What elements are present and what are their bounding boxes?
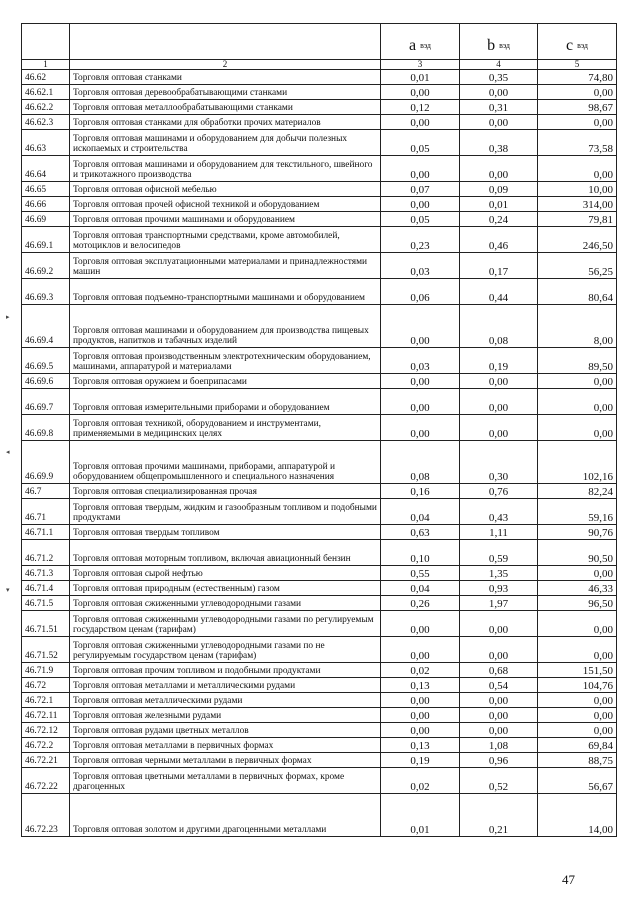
table-header-row (22, 24, 617, 60)
row-value-c: 46,33 (538, 581, 617, 596)
row-name: Торговля оптовая рудами цветных металлов (70, 723, 381, 738)
row-name: Торговля оптовая машинами и оборудованием для производства пищевых продуктов, напитков и табачных изделий (70, 305, 381, 348)
header-cell-empty (70, 24, 381, 60)
table-row (22, 182, 617, 197)
table-row (22, 693, 617, 708)
row-value-b: 0,21 (460, 794, 538, 837)
row-value-a: 0,04 (381, 581, 460, 596)
row-value-c: 98,67 (538, 100, 617, 115)
row-name: Торговля оптовая сжиженными углеводородными газами по регулируемым государством ценам (тарифам) (70, 611, 381, 637)
row-value-a: 0,05 (381, 212, 460, 227)
row-value-c: 104,76 (538, 678, 617, 693)
row-value-a: 0,06 (381, 279, 460, 305)
table-row (22, 253, 617, 279)
row-value-a: 0,13 (381, 678, 460, 693)
row-code: 46.71.52 (22, 637, 70, 663)
row-value-c: 0,00 (538, 374, 617, 389)
row-value-c: 8,00 (538, 305, 617, 348)
row-value-b: 0,00 (460, 156, 538, 182)
row-value-c: 14,00 (538, 794, 617, 837)
row-value-a: 0,02 (381, 663, 460, 678)
row-code: 46.72.2 (22, 738, 70, 753)
row-value-b: 0,00 (460, 115, 538, 130)
row-value-a: 0,05 (381, 130, 460, 156)
row-value-c: 96,50 (538, 596, 617, 611)
row-name: Торговля оптовая производственным электротехническим оборудованием, машинами, аппаратурой и материалами (70, 348, 381, 374)
table-row (22, 611, 617, 637)
row-code: 46.71.1 (22, 525, 70, 540)
row-value-c: 0,00 (538, 693, 617, 708)
row-code: 46.66 (22, 197, 70, 212)
row-value-c: 80,64 (538, 279, 617, 305)
row-value-c: 79,81 (538, 212, 617, 227)
table-row (22, 768, 617, 794)
row-value-b: 1,35 (460, 566, 538, 581)
row-value-a: 0,26 (381, 596, 460, 611)
row-code: 46.72.1 (22, 693, 70, 708)
row-value-c: 56,25 (538, 253, 617, 279)
row-name: Торговля оптовая машинами и оборудованием для добычи полезных ископаемых и строительства (70, 130, 381, 156)
table-row (22, 663, 617, 678)
table-row (22, 415, 617, 441)
table-row (22, 596, 617, 611)
row-code: 46.69.7 (22, 389, 70, 415)
row-value-b: 1,97 (460, 596, 538, 611)
row-code: 46.69.1 (22, 227, 70, 253)
row-value-c: 74,80 (538, 70, 617, 85)
row-value-c: 59,16 (538, 499, 617, 525)
row-value-b: 0,01 (460, 197, 538, 212)
row-name: Торговля оптовая станками для обработки прочих материалов (70, 115, 381, 130)
row-value-b: 0,00 (460, 85, 538, 100)
row-value-b: 0,24 (460, 212, 538, 227)
margin-mark: ▾ (6, 586, 10, 594)
row-code: 46.62 (22, 70, 70, 85)
row-code: 46.69.5 (22, 348, 70, 374)
row-code: 46.69.6 (22, 374, 70, 389)
row-value-a: 0,03 (381, 348, 460, 374)
row-value-b: 0,54 (460, 678, 538, 693)
row-code: 46.69.8 (22, 415, 70, 441)
row-value-a: 0,10 (381, 540, 460, 566)
row-value-a: 0,00 (381, 115, 460, 130)
row-value-b: 0,09 (460, 182, 538, 197)
row-value-b: 0,35 (460, 70, 538, 85)
row-value-b: 0,76 (460, 484, 538, 499)
row-name: Торговля оптовая сырой нефтью (70, 566, 381, 581)
row-code: 46.72.11 (22, 708, 70, 723)
row-value-a: 0,55 (381, 566, 460, 581)
table-row (22, 581, 617, 596)
row-code: 46.72.21 (22, 753, 70, 768)
row-value-a: 0,00 (381, 708, 460, 723)
row-code: 46.71.9 (22, 663, 70, 678)
row-code: 46.71.4 (22, 581, 70, 596)
row-code: 46.69 (22, 212, 70, 227)
row-value-b: 0,46 (460, 227, 538, 253)
table-row (22, 227, 617, 253)
row-value-a: 0,00 (381, 415, 460, 441)
row-value-c: 0,00 (538, 637, 617, 663)
row-name: Торговля оптовая транспортными средствами, кроме автомобилей, мотоциклов и велосипедов (70, 227, 381, 253)
row-name: Торговля оптовая цветными металлами в первичных формах, кроме драгоценных (70, 768, 381, 794)
row-code: 46.71.2 (22, 540, 70, 566)
row-name: Торговля оптовая металлическими рудами (70, 693, 381, 708)
row-name: Торговля оптовая станками (70, 70, 381, 85)
row-value-c: 0,00 (538, 389, 617, 415)
row-name: Торговля оптовая природным (естественным) газом (70, 581, 381, 596)
row-value-a: 0,19 (381, 753, 460, 768)
row-value-c: 88,75 (538, 753, 617, 768)
margin-mark: ▸ (6, 313, 10, 321)
row-value-b: 0,00 (460, 708, 538, 723)
row-name: Торговля оптовая прочими машинами и оборудованием (70, 212, 381, 227)
row-code: 46.71.3 (22, 566, 70, 581)
margin-mark: ◂ (6, 448, 10, 456)
row-name: Торговля оптовая золотом и другими драгоценными металлами (70, 794, 381, 837)
row-value-b: 0,00 (460, 389, 538, 415)
row-name: Торговля оптовая техникой, оборудованием и инструментами, применяемыми в медицинских целях (70, 415, 381, 441)
row-value-a: 0,00 (381, 374, 460, 389)
table-row (22, 100, 617, 115)
table-row (22, 348, 617, 374)
row-value-a: 0,00 (381, 693, 460, 708)
row-value-c: 151,50 (538, 663, 617, 678)
table-row (22, 389, 617, 415)
row-name: Торговля оптовая сжиженными углеводородными газами (70, 596, 381, 611)
row-value-c: 0,00 (538, 156, 617, 182)
table-row (22, 637, 617, 663)
row-value-a: 0,00 (381, 305, 460, 348)
row-code: 46.69.2 (22, 253, 70, 279)
table-row (22, 305, 617, 348)
row-name: Торговля оптовая эксплуатационными материалами и принадлежностями машин (70, 253, 381, 279)
row-value-b: 0,00 (460, 611, 538, 637)
row-name: Торговля оптовая сжиженными углеводородными газами по не регулируемым государством ценам (тарифам) (70, 637, 381, 663)
page-number: 47 (562, 872, 575, 887)
row-value-a: 0,00 (381, 156, 460, 182)
row-name: Торговля оптовая металлами и металлическими рудами (70, 678, 381, 693)
table-row (22, 723, 617, 738)
row-value-c: 56,67 (538, 768, 617, 794)
row-value-b: 0,96 (460, 753, 538, 768)
row-code: 46.65 (22, 182, 70, 197)
row-value-c: 246,50 (538, 227, 617, 253)
table-body (22, 70, 617, 837)
row-code: 46.63 (22, 130, 70, 156)
table-row (22, 540, 617, 566)
row-value-c: 69,84 (538, 738, 617, 753)
row-name: Торговля оптовая деревообрабатывающими станками (70, 85, 381, 100)
row-value-b: 0,31 (460, 100, 538, 115)
row-value-a: 0,00 (381, 611, 460, 637)
row-code: 46.72.12 (22, 723, 70, 738)
row-name: Торговля оптовая железными рудами (70, 708, 381, 723)
table-row (22, 115, 617, 130)
row-code: 46.72 (22, 678, 70, 693)
column-number: 2 (70, 60, 381, 70)
row-value-a: 0,63 (381, 525, 460, 540)
row-code: 46.62.3 (22, 115, 70, 130)
row-value-c: 90,50 (538, 540, 617, 566)
row-value-c: 0,00 (538, 115, 617, 130)
row-value-c: 314,00 (538, 197, 617, 212)
column-number: 3 (381, 60, 460, 70)
table-row (22, 678, 617, 693)
row-name: Торговля оптовая подъемно-транспортными машинами и оборудованием (70, 279, 381, 305)
row-value-b: 0,93 (460, 581, 538, 596)
row-code: 46.71.5 (22, 596, 70, 611)
row-name: Торговля оптовая измерительными приборами и оборудованием (70, 389, 381, 415)
table-row (22, 525, 617, 540)
row-value-a: 0,04 (381, 499, 460, 525)
column-number: 4 (460, 60, 538, 70)
row-value-b: 0,19 (460, 348, 538, 374)
row-value-b: 0,00 (460, 415, 538, 441)
row-value-c: 73,58 (538, 130, 617, 156)
table-row (22, 130, 617, 156)
table-row (22, 85, 617, 100)
table-row (22, 279, 617, 305)
table-row (22, 212, 617, 227)
row-value-a: 0,12 (381, 100, 460, 115)
row-value-b: 0,00 (460, 693, 538, 708)
row-value-a: 0,08 (381, 441, 460, 484)
coefficients-table (21, 23, 617, 837)
row-value-a: 0,13 (381, 738, 460, 753)
row-value-b: 0,44 (460, 279, 538, 305)
row-name: Торговля оптовая офисной мебелью (70, 182, 381, 197)
table-row (22, 753, 617, 768)
row-value-c: 0,00 (538, 611, 617, 637)
row-value-b: 1,11 (460, 525, 538, 540)
row-code: 46.71 (22, 499, 70, 525)
table-row (22, 566, 617, 581)
header-col-c: c $_{вэд}$ (538, 24, 617, 60)
row-name: Торговля оптовая оружием и боеприпасами (70, 374, 381, 389)
row-name: Торговля оптовая прочей офисной техникой и оборудованием (70, 197, 381, 212)
row-value-a: 0,16 (381, 484, 460, 499)
row-name: Торговля оптовая прочим топливом и подобными продуктами (70, 663, 381, 678)
row-value-b: 1,08 (460, 738, 538, 753)
row-value-b: 0,00 (460, 723, 538, 738)
table-row (22, 708, 617, 723)
row-value-b: 0,38 (460, 130, 538, 156)
row-code: 46.62.2 (22, 100, 70, 115)
row-name: Торговля оптовая машинами и оборудованием для текстильного, швейного и трикотажного производства (70, 156, 381, 182)
row-value-a: 0,03 (381, 253, 460, 279)
table-row (22, 197, 617, 212)
row-name: Торговля оптовая прочими машинами, приборами, аппаратурой и оборудованием общепромышленного и специального назначения (70, 441, 381, 484)
header-col-a: a $_{вэд}$ (381, 24, 460, 60)
row-name: Торговля оптовая металлообрабатывающими станками (70, 100, 381, 115)
row-value-c: 0,00 (538, 708, 617, 723)
table-row (22, 484, 617, 499)
header-col-b: b $_{вэд}$ (460, 24, 538, 60)
row-value-c: 0,00 (538, 415, 617, 441)
row-value-a: 0,01 (381, 70, 460, 85)
column-number: 5 (538, 60, 617, 70)
row-name: Торговля оптовая металлами в первичных формах (70, 738, 381, 753)
row-code: 46.72.22 (22, 768, 70, 794)
row-value-a: 0,00 (381, 723, 460, 738)
row-value-a: 0,00 (381, 637, 460, 663)
row-value-b: 0,59 (460, 540, 538, 566)
row-code: 46.69.9 (22, 441, 70, 484)
row-code: 46.69.3 (22, 279, 70, 305)
row-code: 46.71.51 (22, 611, 70, 637)
row-value-a: 0,00 (381, 389, 460, 415)
table-row (22, 794, 617, 837)
column-number: 1 (22, 60, 70, 70)
row-name: Торговля оптовая твердым, жидким и газообразным топливом и подобными продуктами (70, 499, 381, 525)
row-name: Торговля оптовая твердым топливом (70, 525, 381, 540)
row-value-b: 0,00 (460, 374, 538, 389)
row-value-a: 0,00 (381, 197, 460, 212)
table-row (22, 156, 617, 182)
row-name: Торговля оптовая специализированная прочая (70, 484, 381, 499)
row-value-a: 0,02 (381, 768, 460, 794)
row-code: 46.7 (22, 484, 70, 499)
row-value-a: 0,00 (381, 85, 460, 100)
row-value-b: 0,00 (460, 637, 538, 663)
row-value-c: 0,00 (538, 723, 617, 738)
row-value-b: 0,08 (460, 305, 538, 348)
row-value-c: 0,00 (538, 566, 617, 581)
column-number-row (22, 60, 617, 70)
row-code: 46.69.4 (22, 305, 70, 348)
row-value-c: 82,24 (538, 484, 617, 499)
row-value-c: 102,16 (538, 441, 617, 484)
row-value-b: 0,30 (460, 441, 538, 484)
row-value-b: 0,52 (460, 768, 538, 794)
row-value-c: 89,50 (538, 348, 617, 374)
row-value-c: 10,00 (538, 182, 617, 197)
row-code: 46.72.23 (22, 794, 70, 837)
row-value-a: 0,07 (381, 182, 460, 197)
row-name: Торговля оптовая черными металлами в первичных формах (70, 753, 381, 768)
row-value-b: 0,68 (460, 663, 538, 678)
table-row (22, 374, 617, 389)
table-row (22, 738, 617, 753)
table-row (22, 499, 617, 525)
row-value-c: 0,00 (538, 85, 617, 100)
row-value-a: 0,23 (381, 227, 460, 253)
row-value-c: 90,76 (538, 525, 617, 540)
row-value-b: 0,43 (460, 499, 538, 525)
row-code: 46.62.1 (22, 85, 70, 100)
table-row (22, 441, 617, 484)
row-name: Торговля оптовая моторным топливом, включая авиационный бензин (70, 540, 381, 566)
header-cell-empty (22, 24, 70, 60)
row-code: 46.64 (22, 156, 70, 182)
row-value-b: 0,17 (460, 253, 538, 279)
row-value-a: 0,01 (381, 794, 460, 837)
table-row (22, 70, 617, 85)
